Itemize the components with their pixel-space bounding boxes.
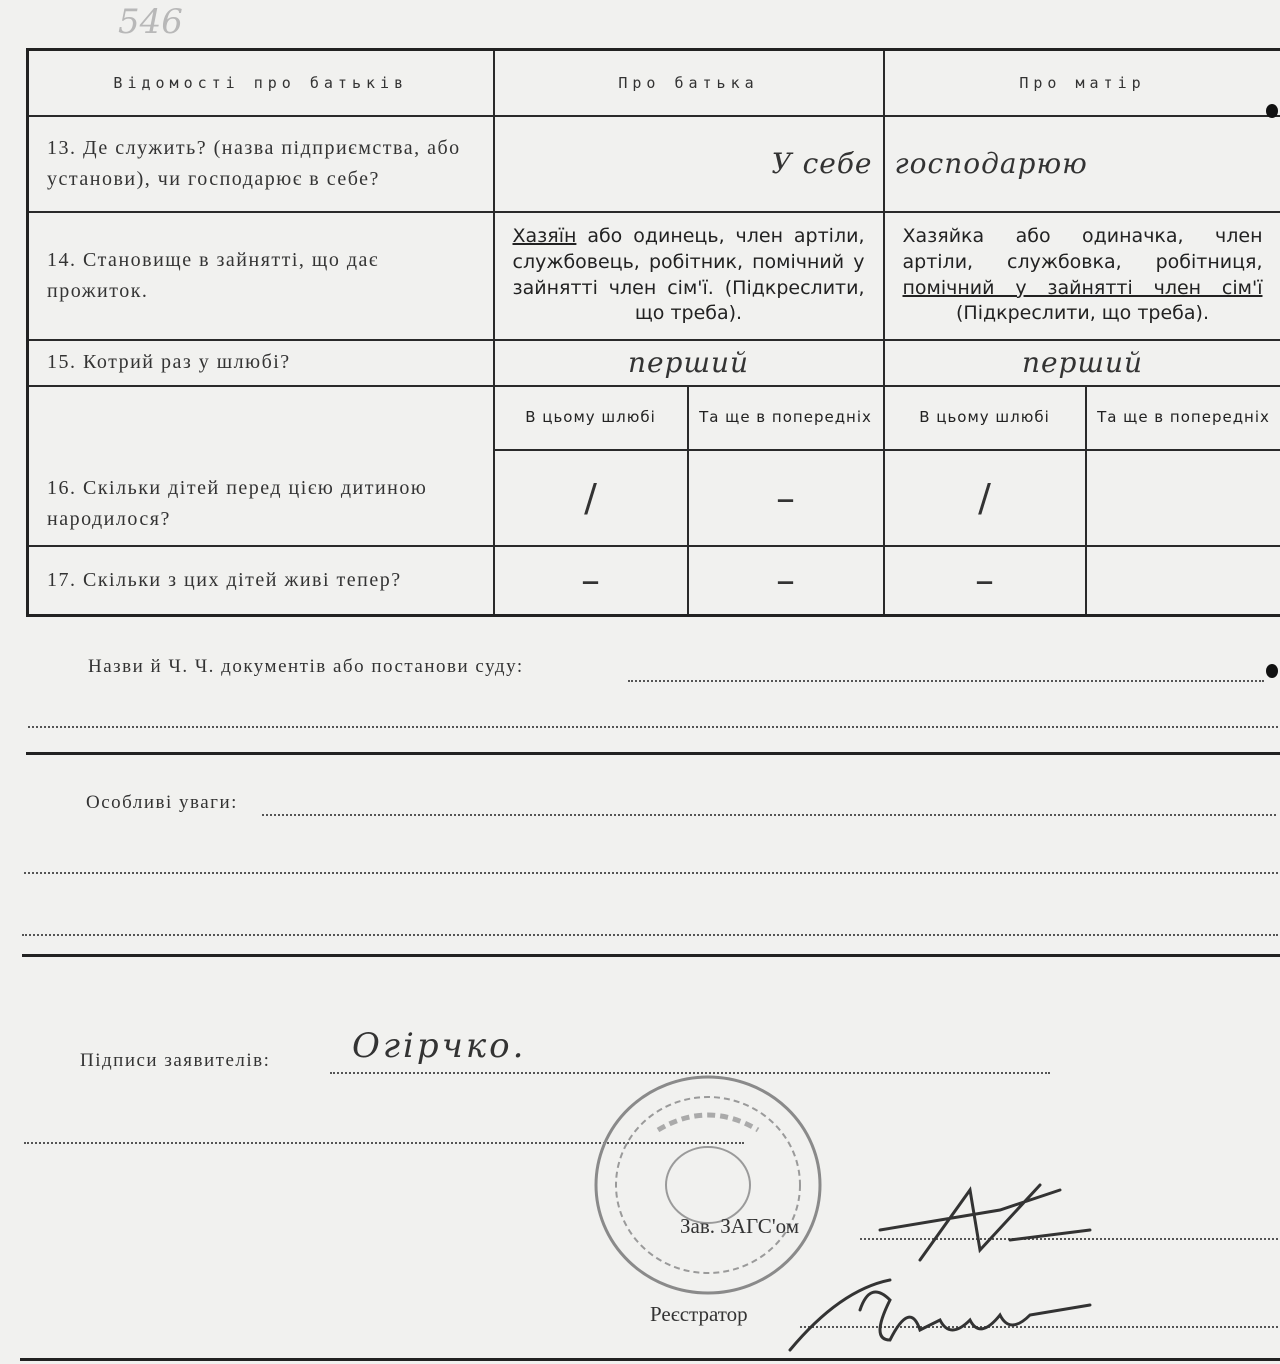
q14-label: 14. Становище в зайнятті, що дає прожиток. xyxy=(28,212,494,340)
q16-father-this-value: / xyxy=(494,450,688,546)
header-parents-info: Відомості про батьків xyxy=(28,50,494,116)
q14-father-options xyxy=(494,212,884,340)
header-about-mother: Про матір xyxy=(884,50,1280,116)
q17-mother-this-value: – xyxy=(884,546,1086,616)
q17-father-this-value: – xyxy=(494,546,688,616)
q16-father-sub-this: В цьому шлюбі xyxy=(494,386,688,450)
q14-father-underlined: Хазяїн xyxy=(512,225,577,248)
q16-label: 16. Скільки дітей перед цією дитиною народилося? xyxy=(28,386,494,546)
q15-mother-value: перший xyxy=(884,340,1280,386)
q16-mother-sub-prev: Та ще в попередніх xyxy=(1086,386,1280,450)
punch-hole-mark xyxy=(1266,664,1278,678)
parents-info-table xyxy=(26,48,1280,617)
q17-mother-prev-value xyxy=(1086,546,1280,616)
q13-father-value: У себе xyxy=(494,116,884,212)
q16-mother-prev-value xyxy=(1086,450,1280,546)
q16-father-sub-prev: Та ще в попередніх xyxy=(688,386,884,450)
section-divider xyxy=(22,954,1280,957)
notes-dotted-line xyxy=(262,814,1276,816)
q16-mother-this-value: / xyxy=(884,450,1086,546)
q15-father-value: перший xyxy=(494,340,884,386)
notes-dotted-line-2 xyxy=(24,872,1278,874)
q17-label: 17. Скільки з цих дітей живі тепер? xyxy=(28,546,494,616)
notes-label: Особливі уваги: xyxy=(86,792,238,813)
documents-label: Назви й Ч. Ч. документів або постанови суду: xyxy=(88,656,524,677)
applicants-signature-label: Підписи заявителів: xyxy=(80,1050,271,1071)
corner-handwritten-note: 546 xyxy=(118,2,183,42)
head-of-registry-label: Зав. ЗАГС'ом xyxy=(680,1214,799,1238)
q13-mother-value: господарюю xyxy=(884,116,1280,212)
q14-mother-suffix: (Підкреслити, що треба). xyxy=(956,302,1209,325)
notes-dotted-line-3 xyxy=(22,934,1278,936)
q14-mother-options xyxy=(884,212,1280,340)
q14-father-rest: або одинець, член артіли, службовець, робітник, помічний у зайнятті член сім'ї. (Підкреслити, що треба). xyxy=(512,225,865,325)
registrar-label: Реєстратор xyxy=(650,1302,748,1326)
q16-father-prev-value: – xyxy=(688,450,884,546)
documents-dotted-line xyxy=(628,680,1264,682)
q13-label: 13. Де служить? (назва підприємства, або установи), чи господарює в себе? xyxy=(28,116,494,212)
q16-mother-sub-this: В цьому шлюбі xyxy=(884,386,1086,450)
q17-father-prev-value: – xyxy=(688,546,884,616)
q15-label: 15. Котрий раз у шлюбі? xyxy=(28,340,494,386)
q14-mother-underlined: помічний у зайнятті член сім'ї xyxy=(902,276,1263,299)
section-divider xyxy=(26,752,1280,755)
registrar-signature-scribble xyxy=(780,1250,1140,1360)
punch-hole-mark xyxy=(1266,104,1278,118)
bottom-divider xyxy=(20,1358,1280,1361)
applicants-signature-handwriting: Огірчко. xyxy=(352,1026,527,1066)
q14-mother-prefix: Хазяйка або одиначка, член артіли, службовка, робітниця, xyxy=(902,225,1263,273)
documents-dotted-line-2 xyxy=(28,726,1278,728)
header-about-father: Про батька xyxy=(494,50,884,116)
